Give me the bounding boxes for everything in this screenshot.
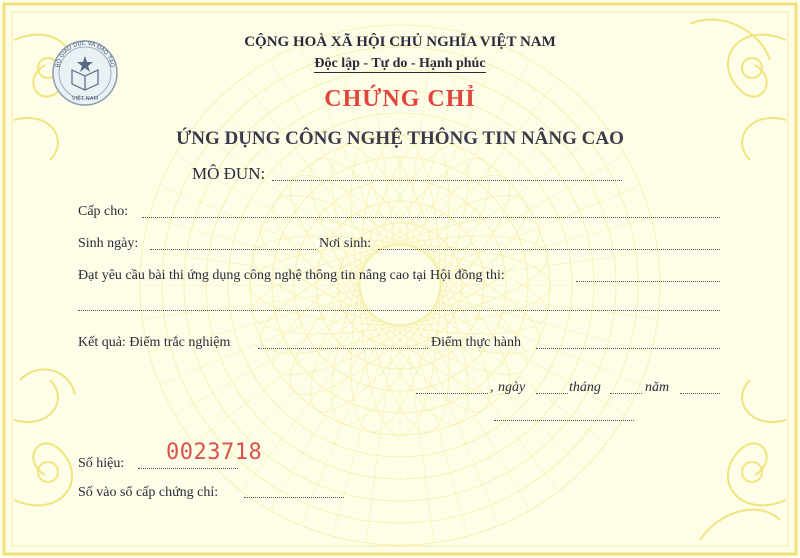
certificate-title: CHỨNG CHỈ xyxy=(324,86,476,112)
issued-to-field[interactable] xyxy=(142,217,720,218)
certificate-subtitle: ỨNG DỤNG CÔNG NGHỆ THÔNG TIN NÂNG CAO xyxy=(176,128,624,149)
month-label: tháng xyxy=(569,380,601,395)
month-field[interactable] xyxy=(610,393,642,394)
requirement-text: Đạt yêu cầu bài thi ứng dụng công nghệ thông tin nâng cao tại Hội đồng thi: xyxy=(78,268,505,283)
registry-field[interactable] xyxy=(244,497,344,498)
corner-ornament-bottom-left xyxy=(14,369,75,505)
exam-council-field[interactable] xyxy=(576,281,720,282)
country-name: CỘNG HOÀ XÃ HỘI CHỦ NGHĨA VIỆT NAM xyxy=(244,34,556,50)
practical-score-field[interactable] xyxy=(536,348,720,349)
national-motto xyxy=(0,56,800,72)
birthplace-label: Nơi sinh: xyxy=(319,236,372,251)
dob-label: Sinh ngày: xyxy=(78,236,139,251)
result-label: Kết quả: Điểm trắc nghiệm xyxy=(78,335,231,350)
year-label: năm xyxy=(645,380,670,395)
exam-council-field-line2[interactable] xyxy=(78,310,720,311)
motto-text: Độc lập - Tự do - Hạnh phúc xyxy=(314,56,486,71)
issued-to-label: Cấp cho: xyxy=(78,204,129,219)
dob-field[interactable] xyxy=(150,249,316,250)
date-separator: , xyxy=(490,380,494,395)
module-field[interactable] xyxy=(272,180,622,181)
place-field[interactable] xyxy=(416,393,488,394)
serial-number: 0023718 xyxy=(166,440,263,465)
day-field[interactable] xyxy=(536,393,568,394)
mcq-score-field[interactable] xyxy=(258,348,428,349)
corner-ornament-bottom-right xyxy=(700,380,786,540)
year-field[interactable] xyxy=(680,393,720,394)
practical-label: Điểm thực hành xyxy=(431,335,522,350)
day-label: ngày xyxy=(498,380,526,395)
signature-title-field[interactable] xyxy=(494,420,634,421)
seal-arc-text: BỘ GIÁO DỤC VÀ ĐÀO TẠO xyxy=(55,40,115,69)
serial-label: Số hiệu: xyxy=(78,456,125,471)
module-label: MÔ ĐUN: xyxy=(192,164,266,183)
serial-field xyxy=(138,468,238,469)
seal-bottom-text: VIỆT NAM xyxy=(71,96,99,102)
birthplace-field[interactable] xyxy=(378,249,720,250)
registry-label: Số vào sổ cấp chứng chỉ: xyxy=(78,485,219,500)
